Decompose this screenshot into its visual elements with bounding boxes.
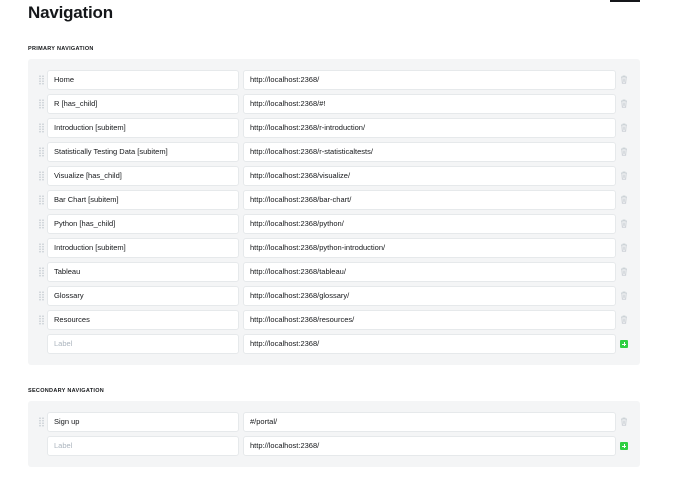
nav-url-input[interactable]: http://localhost:2368/glossary/ — [243, 286, 616, 306]
drag-handle-icon[interactable] — [39, 171, 44, 181]
nav-label-input[interactable]: Bar Chart [subitem] — [47, 190, 239, 210]
new-nav-label-input[interactable]: Label — [47, 436, 239, 456]
trash-icon[interactable] — [620, 195, 628, 204]
drag-handle-icon[interactable] — [39, 243, 44, 253]
nav-url-input[interactable]: http://localhost:2368/ — [243, 70, 616, 90]
nav-url-input[interactable]: http://localhost:2368/bar-chart/ — [243, 190, 616, 210]
drag-handle-icon[interactable] — [39, 75, 44, 85]
nav-url-input[interactable]: http://localhost:2368/visualize/ — [243, 166, 616, 186]
trash-icon[interactable] — [620, 243, 628, 252]
header-underline — [610, 0, 640, 2]
trash-icon[interactable] — [620, 75, 628, 84]
trash-icon[interactable] — [620, 291, 628, 300]
nav-label-input[interactable]: Glossary — [47, 286, 239, 306]
new-nav-label-input[interactable]: Label — [47, 334, 239, 354]
nav-url-input[interactable]: http://localhost:2368/python-introduction/ — [243, 238, 616, 258]
nav-label-input[interactable]: Statistically Testing Data [subitem] — [47, 142, 239, 162]
nav-label-input[interactable]: Python [has_child] — [47, 214, 239, 234]
trash-icon[interactable] — [620, 147, 628, 156]
nav-item-row — [28, 166, 640, 186]
nav-label-input[interactable]: Resources — [47, 310, 239, 330]
nav-label-input[interactable]: Sign up — [47, 412, 239, 432]
nav-label-input[interactable]: Home — [47, 70, 239, 90]
secondary-navigation-panel — [28, 401, 640, 467]
drag-handle-icon[interactable] — [39, 195, 44, 205]
drag-handle-icon[interactable] — [39, 267, 44, 277]
nav-url-input[interactable]: #/portal/ — [243, 412, 616, 432]
trash-icon[interactable] — [620, 219, 628, 228]
nav-label-input[interactable]: Tableau — [47, 262, 239, 282]
nav-url-input[interactable]: http://localhost:2368/#! — [243, 94, 616, 114]
drag-handle-icon[interactable] — [39, 99, 44, 109]
new-nav-item-row — [28, 334, 640, 354]
nav-item-row — [28, 70, 640, 90]
trash-icon[interactable] — [620, 99, 628, 108]
page-title: Navigation — [28, 3, 113, 22]
secondary-navigation-heading: SECONDARY NAVIGATION — [28, 388, 105, 394]
nav-url-input[interactable]: http://localhost:2368/r-introduction/ — [243, 118, 616, 138]
trash-icon[interactable] — [620, 123, 628, 132]
nav-url-input[interactable]: http://localhost:2368/r-statisticaltests/ — [243, 142, 616, 162]
drag-handle-icon[interactable] — [39, 417, 44, 427]
primary-navigation-heading: PRIMARY NAVIGATION — [28, 46, 94, 52]
nav-item-row — [28, 310, 640, 330]
trash-icon[interactable] — [620, 267, 628, 276]
nav-item-row — [28, 238, 640, 258]
trash-icon[interactable] — [620, 171, 628, 180]
nav-item-row — [28, 286, 640, 306]
drag-handle-icon[interactable] — [39, 123, 44, 133]
nav-item-row — [28, 190, 640, 210]
drag-handle-icon[interactable] — [39, 291, 44, 301]
nav-url-input[interactable]: http://localhost:2368/python/ — [243, 214, 616, 234]
nav-item-row — [28, 412, 640, 432]
new-nav-url-input[interactable]: http://localhost:2368/ — [243, 436, 616, 456]
nav-label-input[interactable]: R [has_child] — [47, 94, 239, 114]
nav-item-row — [28, 94, 640, 114]
nav-label-input[interactable]: Visualize [has_child] — [47, 166, 239, 186]
plus-icon[interactable] — [620, 340, 628, 348]
nav-item-row — [28, 214, 640, 234]
nav-label-input[interactable]: Introduction [subitem] — [47, 118, 239, 138]
drag-handle-icon[interactable] — [39, 147, 44, 157]
nav-item-row — [28, 142, 640, 162]
drag-handle-icon[interactable] — [39, 315, 44, 325]
nav-url-input[interactable]: http://localhost:2368/tableau/ — [243, 262, 616, 282]
trash-icon[interactable] — [620, 315, 628, 324]
new-nav-url-input[interactable]: http://localhost:2368/ — [243, 334, 616, 354]
trash-icon[interactable] — [620, 417, 628, 426]
nav-item-row — [28, 262, 640, 282]
plus-icon[interactable] — [620, 442, 628, 450]
nav-url-input[interactable]: http://localhost:2368/resources/ — [243, 310, 616, 330]
nav-item-row — [28, 118, 640, 138]
nav-label-input[interactable]: Introduction [subitem] — [47, 238, 239, 258]
primary-navigation-panel — [28, 59, 640, 365]
new-nav-item-row — [28, 436, 640, 456]
drag-handle-icon[interactable] — [39, 219, 44, 229]
